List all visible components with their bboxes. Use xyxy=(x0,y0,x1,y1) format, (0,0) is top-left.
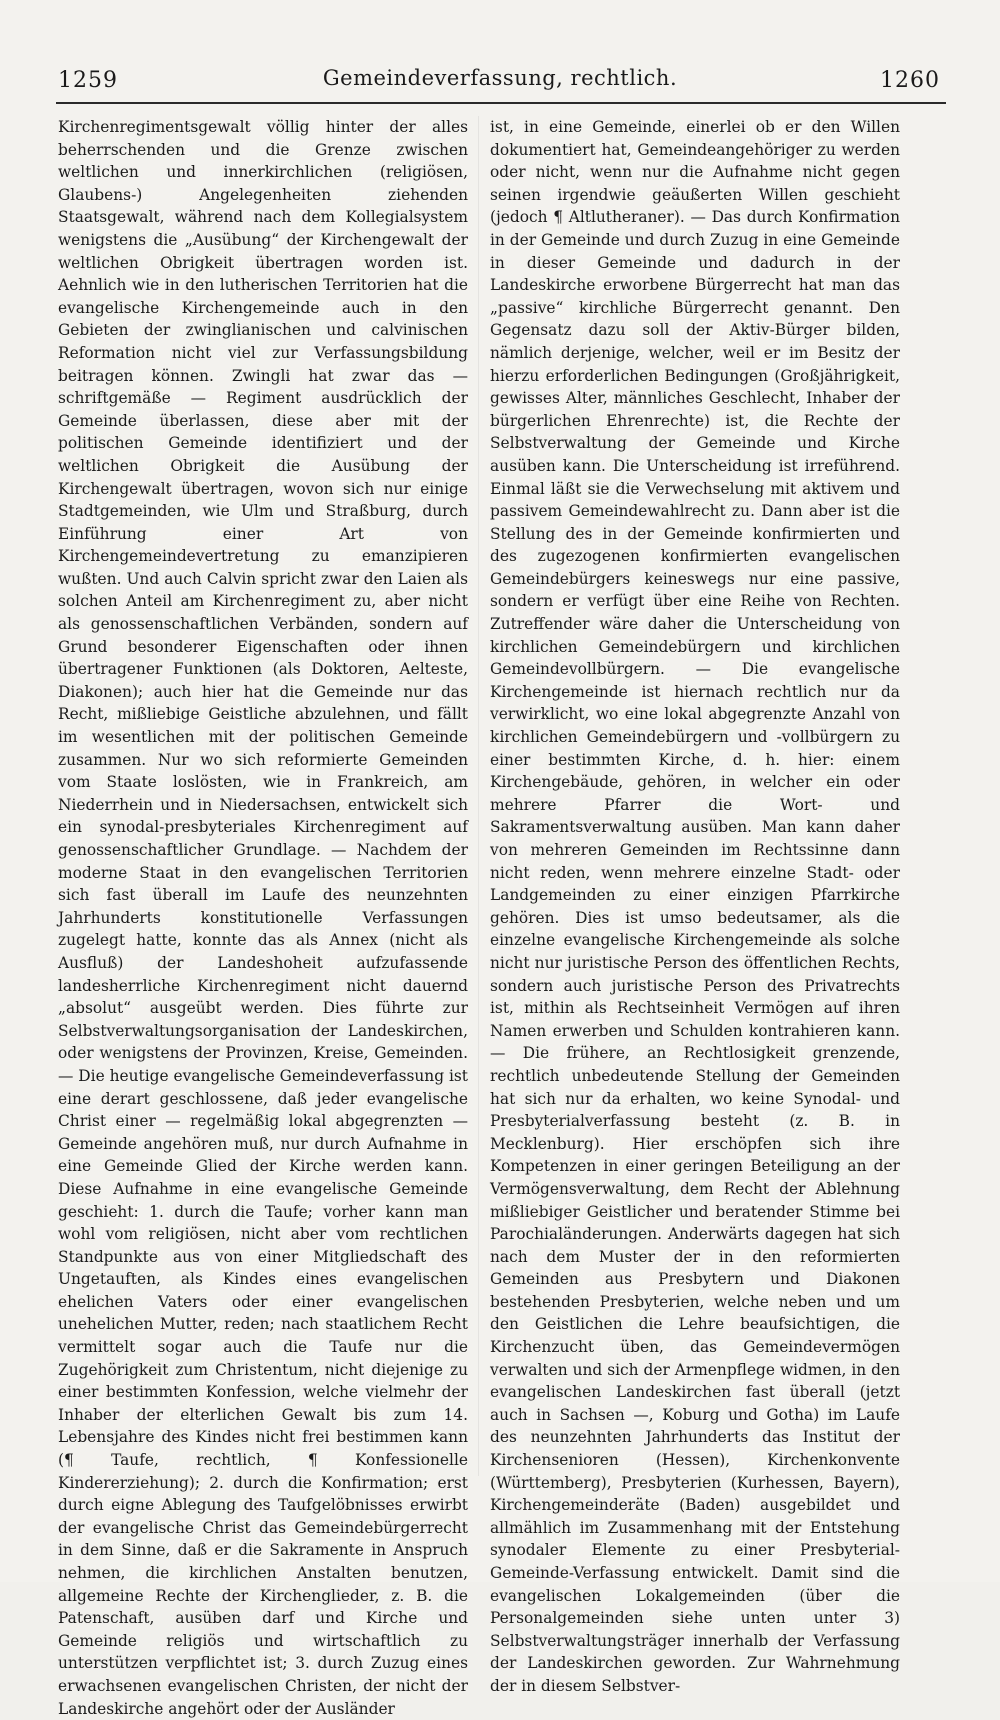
text-column-right xyxy=(490,116,900,1698)
header-rule xyxy=(56,102,946,104)
page-number-left: 1259 xyxy=(58,68,118,93)
running-title: Gemeindeverfassung, rechtlich. xyxy=(322,66,678,90)
text-column-left xyxy=(58,116,468,1720)
column-gutter xyxy=(478,116,479,1476)
left-column-text: Kirchenregimentsgewalt völlig hinter der alles beherrschenden und die Grenze zwischen weltlichen und innerkirchlichen (religiösen, Glaubens-) Angelegenheiten ziehenden Staatsgewalt, während nach dem Kollegialsystem wenigstens die „Ausübung“ der Kirchengewalt der weltlichen Obrigkeit übertragen worden ist. Aehnlich wie in den lutherischen Territorien hat die evangelische Kirchengemeinde auch in den Gebieten der zwinglianischen und calvinischen Reformation nicht viel zur Verfassungsbildung beitragen können. Zwingli hat zwar das — schriftgemäße — Regiment ausdrücklich der Gemeinde überlassen, diese aber mit der politischen Gemeinde identifiziert und der weltlichen Obrigkeit die Ausübung der Kirchengewalt übertragen, wovon sich nur einige Stadtgemeinden, wie Ulm und Straßburg, durch Einführung einer Art von Kirchengemeindevertretung zu emanzipieren wußten. Und auch Calvin spricht zwar den Laien als solchen Anteil am Kirchenregiment zu, aber nicht als genossenschaftlichen Verbänden, sondern auf Grund besonderer Eigenschaften oder ihnen übertragener Funktionen (als Doktoren, Aelteste, Diakonen); auch hier hat die Gemeinde nur das Recht, mißliebige Geistliche abzulehnen, und fällt im wesentlichen mit der politischen Gemeinde zusammen. Nur wo sich reformierte Gemeinden vom Staate loslösten, wie in Frankreich, am Niederrhein und in Niedersachsen, entwickelt sich ein synodal-presbyteriales Kirchenregiment auf genossenschaftlicher Grundlage. — Nachdem der moderne Staat in den evangelischen Territorien sich fast überall im Laufe des neunzehnten Jahrhunderts konstitutionelle Verfassungen zugelegt hatte, konnte das als Annex (nicht als Ausfluß) der Landeshoheit aufzufassende landesherrliche Kirchenregiment nicht dauernd „absolut“ ausgeübt werden. Dies führte zur Selbstverwaltungsorganisation der Landeskirchen, oder wenigstens der Provinzen, Kreise, Gemeinden. — Die heutige evangelische Gemeindeverfassung ist eine derart geschlossene, daß jeder evangelische Christ einer — regelmäßig lokal abgegrenzten — Gemeinde angehören muß, nur durch Aufnahme in eine Gemeinde Glied der Kirche werden kann. Diese Aufnahme in eine evangelische Gemeinde geschieht: 1. durch die Taufe; vorher kann man wohl vom religiösen, nicht aber vom rechtlichen Standpunkte aus von einer Mitgliedschaft des Ungetauften, als Kindes eines evangelischen ehelichen Vaters oder einer evangelischen unehelichen Mutter, reden; nach staatlichem Recht vermittelt sogar auch die Taufe nur die Zugehörigkeit zum Christentum, nicht diejenige zu einer bestimmten Konfession, welche vielmehr der Inhaber der elterlichen Gewalt bis zum 14. Lebensjahre des Kindes nicht frei bestimmen kann (¶ Taufe, rechtlich, ¶ Konfessionelle Kindererziehung); 2. durch die Konfirmation; erst durch eigne Ablegung des Taufgelöbnisses erwirbt der evangelische Christ das Gemeindebürgerrecht in dem Sinne, daß er die Sakramente in Anspruch nehmen, die kirchlichen Anstalten benutzen, allgemeine Rechte der Kirchenglieder, z. B. die Patenschaft, ausüben darf und Kirche und Gemeinde religiös und wirtschaftlich zu unterstützen verpflichtet ist; 3. durch Zuzug eines erwachsenen evangelischen Christen, der nicht der Landeskirche angehört oder der Ausländer xyxy=(58,118,468,1718)
right-column-text: ist, in eine Gemeinde, einerlei ob er den Willen dokumentiert hat, Gemeindeangehöriger zu werden oder nicht, wenn nur die Aufnahme nicht gegen seinen irgendwie geäußerten Willen geschieht (jedoch ¶ Altlutheraner). — Das durch Konfirmation in der Gemeinde und durch Zuzug in eine Gemeinde in dieser Gemeinde und dadurch in der Landeskirche erworbene Bürgerrecht hat man das „passive“ kirchliche Bürgerrecht genannt. Den Gegensatz dazu soll der Aktiv-Bürger bilden, nämlich derjenige, welcher, weil er im Besitz der hierzu erforderlichen Bedingungen (Großjährigkeit, gewisses Alter, männliches Geschlecht, Inhaber der bürgerlichen Ehrenrechte) ist, die Rechte der Selbstverwaltung der Gemeinde und Kirche ausüben kann. Die Unterscheidung ist irreführend. Einmal läßt sie die Verwechselung mit aktivem und passivem Gemeindewahlrecht zu. Dann aber ist die Stellung des in der Gemeinde konfirmierten und des zugezogenen konfirmierten evangelischen Gemeindebürgers keineswegs nur eine passive, sondern er verfügt über eine Reihe von Rechten. Zutreffender wäre daher die Unterscheidung von kirchlichen Gemeindebürgern und kirchlichen Gemeindevollbürgern. — Die evangelische Kirchengemeinde ist hiernach rechtlich nur da verwirklicht, wo eine lokal abgegrenzte Anzahl von kirchlichen Gemeindebürgern und -vollbürgern zu einer bestimmten Kirche, d. h. hier: einem Kirchengebäude, gehören, in welcher ein oder mehrere Pfarrer die Wort- und Sakramentsverwaltung ausüben. Man kann daher von mehreren Gemeinden im Rechtssinne dann nicht reden, wenn mehrere einzelne Stadt- oder Landgemeinden zu einer einzigen Pfarrkirche gehören. Dies ist umso bedeutsamer, als die einzelne evangelische Kirchengemeinde als solche nicht nur juristische Person des öffentlichen Rechts, sondern auch juristische Person des Privatrechts ist, mithin als Rechtseinheit Vermögen auf ihren Namen erwerben und Schulden kontrahieren kann. — Die frühere, an Rechtlosigkeit grenzende, rechtlich unbedeutende Stellung der Gemeinden hat sich nur da erhalten, wo keine Synodal- und Presbyterialverfassung besteht (z. B. in Mecklenburg). Hier erschöpfen sich ihre Kompetenzen in einer geringen Beteiligung an der Vermögensverwaltung, dem Recht der Ablehnung mißliebiger Geistlicher und beratender Stimme bei Parochialänderungen. Anderwärts dagegen hat sich nach dem Muster der in den reformierten Gemeinden aus Presbytern und Diakonen bestehenden Presbyterien, welche neben und um den Geistlichen die Lehre beaufsichtigen, die Kirchenzucht üben, das Gemeindevermögen verwalten und sich der Armenpflege widmen, in den evangelischen Landeskirchen fast überall (jetzt auch in Sachsen —, Koburg und Gotha) im Laufe des neunzehnten Jahrhunderts das Institut der Kirchensenioren (Hessen), Kirchenkonvente (Württemberg), Presbyterien (Kurhessen, Bayern), Kirchengemeinderäte (Baden) ausgebildet und allmählich im Zusammenhang mit der Entstehung synodaler Elemente zu einer Presbyterial-Gemeinde-Verfassung entwickelt. Damit sind die evangelischen Lokalgemeinden (über die Personalgemeinden siehe unten unter 3) Selbstverwaltungsträger innerhalb der Verfassung der Landeskirchen geworden. Zur Wahrnehmung der in diesem Selbstver- xyxy=(490,118,900,1695)
running-header xyxy=(54,62,946,102)
page-number-right: 1260 xyxy=(880,68,940,93)
